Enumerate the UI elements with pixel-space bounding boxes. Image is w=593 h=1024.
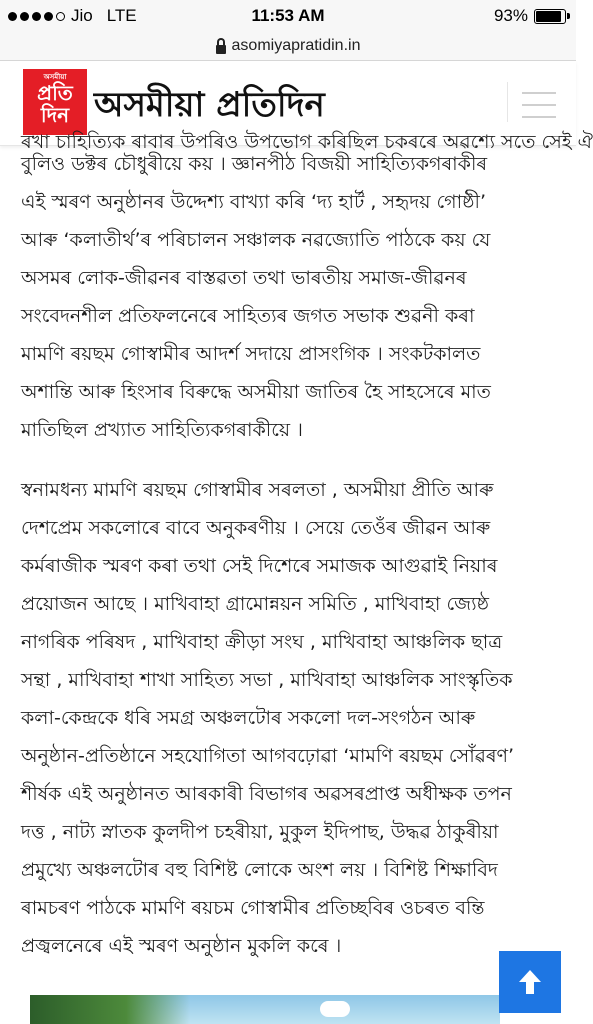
clock: 11:53 AM xyxy=(251,6,325,25)
article-line: অশান্তি আৰু হিংসাৰ বিৰুদ্ধে অসমীয়া জাতিৰ হৈ সাহসেৰে মাত xyxy=(21,381,491,403)
article-body xyxy=(21,131,593,965)
article-line: কৰ্মৰাজীক স্মৰণ কৰা তথা সেই দিশেৰে সমাজক আগুৱাই নিয়াৰ xyxy=(21,555,498,577)
arrow-up-icon xyxy=(517,968,543,996)
battery-percent: 93% xyxy=(493,6,528,25)
article-line: আৰু ‘কলাতীৰ্থ’ৰ পৰিচালন সঞ্চালক নৱজ্যোতি পাঠকে কয় যে xyxy=(21,229,491,251)
article-line: শীৰ্ষক এই অনুষ্ঠানত আৰকাৰী বিভাগৰ অৱসৰপ্ৰাপ্ত অধীক্ষক তপন xyxy=(21,783,512,805)
article-line: অনুষ্ঠান-প্ৰতিষ্ঠানে সহযোগিতা আগবঢ়োৱা ‘মামণি ৰয়ছম সোঁৱৰণ’ xyxy=(21,745,515,767)
article-line: মাতিছিল প্ৰখ্যাত সাহিত্যিকগৰাকীয়ে । xyxy=(21,419,303,441)
article-line: নাগৰিক পৰিষদ , মাখিবাহা ক্ৰীড়া সংঘ , মাখিবাহা আঞ্চলিক ছাত্ৰ xyxy=(21,631,503,653)
article-line: প্ৰমুখ্যে অঞ্চলটোৰ বহু বিশিষ্ট লোকে অংশ লয় । বিশিষ্ট শিক্ষাবিদ xyxy=(21,859,498,881)
address-bar[interactable] xyxy=(0,32,576,61)
article-line: প্ৰজ্বলনেৰে এই স্মৰণ অনুষ্ঠান মুকলি কৰে । xyxy=(21,935,342,957)
status-bar xyxy=(0,0,576,32)
article-line: সংবেদনশীল প্ৰতিফলনেৰে সাহিত্যৰ জগত সভাক শুৱনী কৰা xyxy=(21,305,475,327)
article-image xyxy=(30,995,500,1024)
article-line: কলা-কেন্দ্ৰকে ধৰি সমগ্ৰ অঞ্চলটোৰ সকলো দল-সংগঠন আৰু xyxy=(21,707,476,729)
article-cut-line: ৰখা চাহিত্যিক ৰাবাৰ উপৰিও উপভোগ কৰিছিল চকৰৰে অৱশ্যে সতে সেই ঐ xyxy=(21,131,593,153)
url-text[interactable]: asomiyapratidin.in xyxy=(231,37,361,54)
battery-area xyxy=(494,6,566,26)
article-paragraph-1 xyxy=(21,145,561,449)
article-line: অসমৰ লোক-জীৱনৰ বাস্তৱতা তথা ভাৰতীয় সমাজ-জীৱনৰ xyxy=(21,267,467,289)
scroll-to-top-button[interactable] xyxy=(499,951,561,1013)
carrier-name: Jio xyxy=(71,6,93,25)
hamburger-menu-icon[interactable] xyxy=(507,82,572,122)
site-logo[interactable]: অসমীয়া প্ৰতি দিন xyxy=(23,69,87,135)
article-line: স্বনামধন্য মামণি ৰয়ছম গোস্বামীৰ সৰলতা , অসমীয়া প্ৰীতি আৰু xyxy=(21,479,494,501)
article-line: বুলিও ডক্টৰ চৌধুৰীয়ে কয় । জ্ঞানপীঠ বিজয়ী সাহিত্যিকগৰাকীৰ xyxy=(21,153,488,175)
network-type: LTE xyxy=(106,6,137,25)
article-line: মামণি ৰয়ছম গোস্বামীৰ আদৰ্শ সদায়ে প্ৰাসংগিক । সংকটকালত xyxy=(21,343,481,365)
article-line: এই স্মৰণ অনুষ্ঠানৰ উদ্দেশ্য বাখ্যা কৰি ‘দ্য হাৰ্ট , সহৃদয় গোষ্ঠী’ xyxy=(21,191,486,213)
article-line: দেশপ্ৰেম সকলোৰে বাবে অনুকৰণীয় । সেয়ে তেওঁৰ জীৱন আৰু xyxy=(21,517,491,539)
article-line: সন্থা , মাখিবাহা শাখা সাহিত্য সভা , মাখিবাহা আঞ্চলিক সাংস্কৃতিক xyxy=(21,669,513,691)
article-line: প্ৰয়োজন আছে । মাখিবাহা গ্ৰামোন্নয়ন সমিতি , মাখিবাহা জ্যেষ্ঠ xyxy=(21,593,490,615)
lock-icon xyxy=(216,45,226,54)
battery-icon xyxy=(534,9,566,24)
article-line: দত্ত , নাট্য স্নাতক কুলদীপ চহৰীয়া, মুকুল ইদিপাছ, উদ্ধৱ ঠাকুৰীয়া xyxy=(21,821,499,843)
article-paragraph-2 xyxy=(21,471,561,965)
site-name[interactable]: অসমীয়া প্ৰতিদিন xyxy=(94,85,325,125)
article-line: ৰামচৰণ পাঠকে মামণি ৰয়চম গোস্বামীৰ প্ৰতিচ্ছবিৰ ওচৰত বন্তি xyxy=(21,897,485,919)
